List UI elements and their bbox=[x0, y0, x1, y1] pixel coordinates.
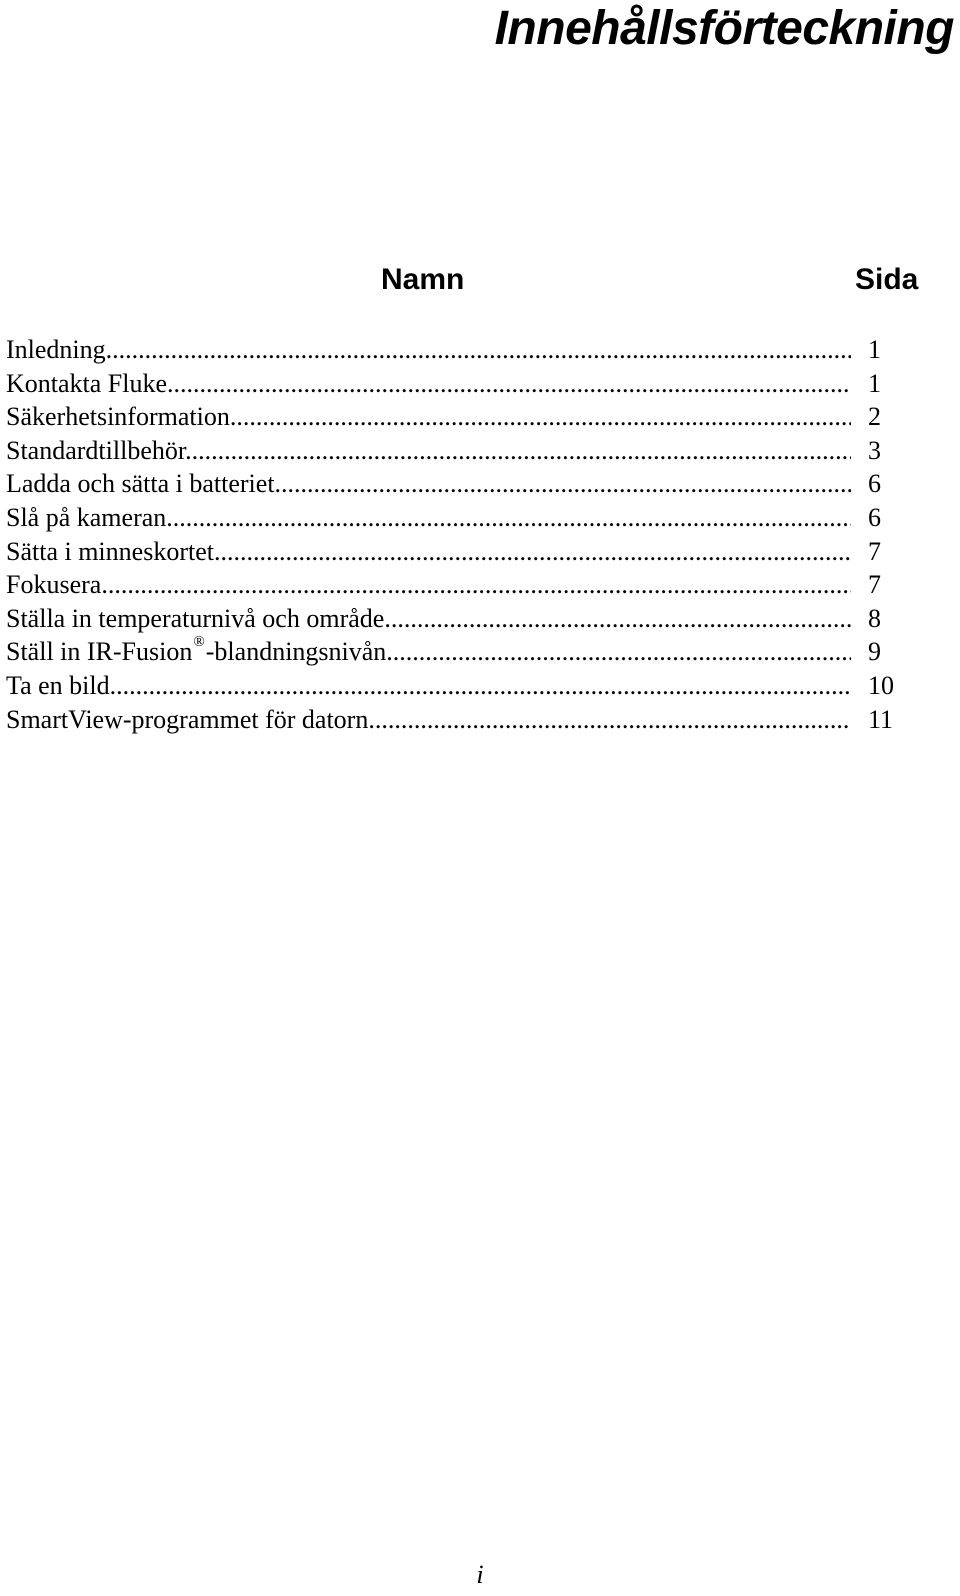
toc-entry-title: Kontakta Fluke ..... bbox=[6, 367, 851, 401]
toc-entry-title: Ladda och sätta i batteriet ..... bbox=[6, 467, 851, 501]
toc-entry-sakerhetsinformation[interactable] bbox=[6, 400, 906, 434]
toc-entry-title: Fokusera ..... bbox=[6, 568, 851, 602]
toc-entry-smartview[interactable] bbox=[6, 703, 906, 737]
toc-entry-page: 2 bbox=[868, 402, 881, 432]
toc-entry-title: Ta en bild ..... bbox=[6, 669, 851, 703]
column-header-page: Sida bbox=[855, 263, 919, 296]
toc-entry-fokusera[interactable] bbox=[6, 568, 906, 602]
toc-entry-page: 1 bbox=[868, 368, 881, 398]
toc-entry-title: Slå på kameran ..... bbox=[6, 501, 851, 535]
toc-entry-page: 7 bbox=[868, 570, 881, 600]
toc-entry-title: Säkerhetsinformation ..... bbox=[6, 400, 851, 434]
toc-entry-page: 9 bbox=[868, 637, 881, 667]
toc-entry-page: 3 bbox=[868, 435, 881, 465]
toc-entry-page: 10 bbox=[868, 670, 894, 700]
page-number-footer: i bbox=[476, 1560, 484, 1589]
page-title: Innehållsförteckning bbox=[494, 2, 954, 55]
toc-entry-title: Ställ in IR-Fusion®-blandningsnivån ..... bbox=[6, 635, 851, 669]
column-header-name: Namn bbox=[381, 263, 465, 296]
toc-entry-standardtillbehor[interactable] bbox=[6, 434, 906, 468]
toc-entry-ir-fusion[interactable] bbox=[6, 635, 906, 669]
toc-entry-page: 8 bbox=[868, 603, 881, 633]
toc-entry-temperaturniva[interactable] bbox=[6, 602, 906, 636]
toc-entry-page: 6 bbox=[868, 502, 881, 532]
table-of-contents bbox=[6, 333, 906, 736]
toc-entry-page: 6 bbox=[868, 469, 881, 499]
toc-entry-page: 1 bbox=[868, 335, 881, 364]
toc-entry-page: 7 bbox=[868, 536, 881, 566]
toc-entry-minneskortet[interactable] bbox=[6, 535, 906, 569]
toc-entry-title: Sätta i minneskortet ..... bbox=[6, 535, 851, 569]
toc-entry-title: Standardtillbehör ..... bbox=[6, 434, 851, 468]
toc-entry-title: Ställa in temperaturnivå och område ..... bbox=[6, 602, 851, 636]
registered-mark: ® bbox=[193, 635, 205, 651]
toc-entry-inledning[interactable] bbox=[6, 333, 906, 367]
toc-entry-ladda-batteriet[interactable] bbox=[6, 467, 906, 501]
toc-entry-page: 11 bbox=[868, 704, 894, 734]
toc-entry-title: Inledning ..... bbox=[6, 333, 851, 367]
toc-entry-title: SmartView-programmet för datorn ..... bbox=[6, 703, 851, 737]
toc-entry-kontakta-fluke[interactable] bbox=[6, 367, 906, 401]
toc-entry-ta-en-bild[interactable] bbox=[6, 669, 906, 703]
toc-entry-sla-pa-kameran[interactable] bbox=[6, 501, 906, 535]
